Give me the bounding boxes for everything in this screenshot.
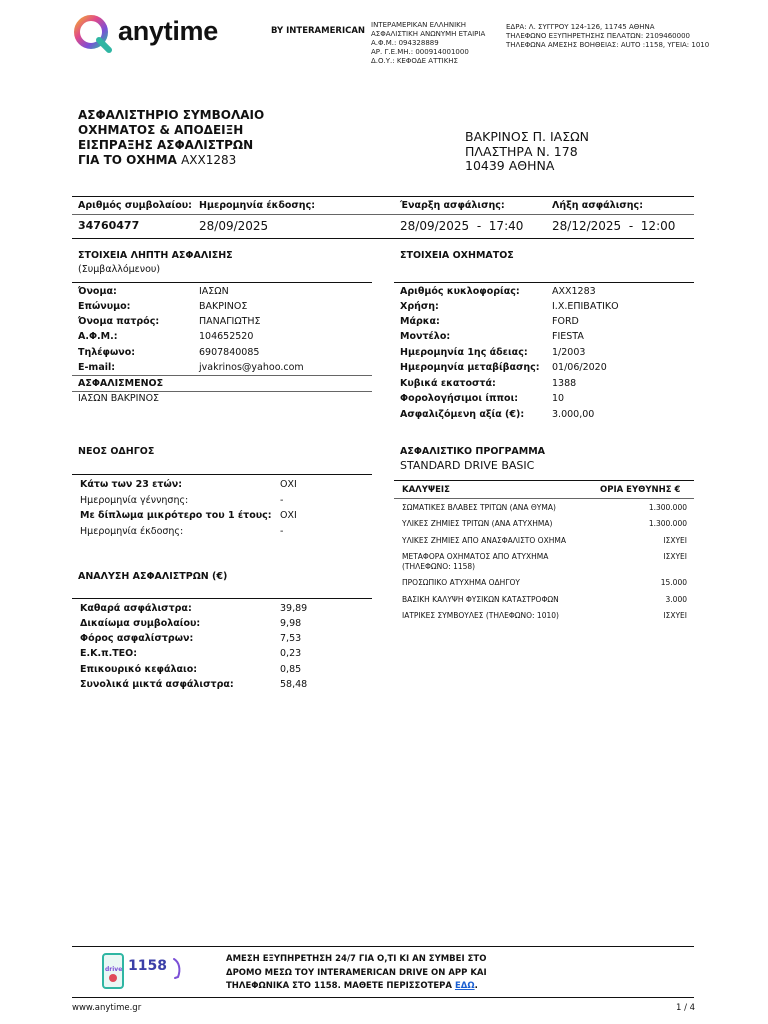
coverage-name-line2: (ΤΗΛΕΦΩΝΟ: 1158) [402, 562, 476, 571]
contact-line: ΤΗΛΕΦΩΝΟ ΕΞΥΠΗΡΕΤΗΣΗΣ ΠΕΛΑΤΩΝ: 2109460000 [506, 32, 690, 40]
contract-number: 34760477 [78, 219, 140, 232]
drive-app-badge [100, 951, 186, 991]
premium-total-value: 58,48 [280, 679, 308, 690]
premium-label: Φόρος ασφαλίστρων: [80, 633, 194, 644]
field-label: Κάτω των 23 ετών: [80, 479, 183, 490]
title-plate: AXX1283 [181, 153, 237, 167]
field-value: 1388 [552, 378, 577, 389]
end-date: 28/12/2025 [552, 219, 622, 233]
program-title: ΑΣΦΑΛΙΣΤΙΚΟ ΠΡΟΓΡΑΜΜΑ [400, 446, 546, 457]
premium-value: 39,89 [280, 603, 308, 614]
field-label: Α.Φ.Μ.: [78, 331, 118, 342]
field-value: ΠΑΝΑΓΙΩΤΗΣ [199, 316, 261, 327]
field-label: Ασφαλιζόμενη αξία (€): [400, 409, 525, 420]
policyholder-title: ΣΤΟΙΧΕΙΑ ΛΗΠΤΗ ΑΣΦΑΛΙΣΗΣ [78, 250, 233, 261]
page-number: 1 / 4 [676, 1003, 696, 1013]
phone-icon [102, 953, 124, 989]
field-label: Ημερομηνία μεταβίβασης: [400, 362, 540, 373]
pin-icon [109, 974, 117, 982]
field-value: Ι.Χ.ΕΠΙΒΑΤΙΚΟ [552, 301, 619, 312]
company-line: ΑΣΦΑΛΙΣΤΙΚΗ ΑΝΩΝΥΜΗ ΕΤΑΙΡΙΑ [371, 30, 486, 38]
company-info [371, 21, 485, 66]
field-value: 01/06/2020 [552, 362, 607, 373]
field-label: Όνομα: [78, 286, 117, 297]
title-line: ΑΣΦΑΛΙΣΤΗΡΙΟ ΣΥΜΒΟΛΑΙΟ [78, 108, 265, 122]
liability-limits-header: ΟΡΙΑ ΕΥΘΥΝΗΣ € [600, 485, 681, 495]
title-line: ΓΙΑ ΤΟ ΟΧΗΜΑ [78, 153, 177, 167]
document-title [78, 108, 264, 168]
field-value: ΟΧΙ [280, 510, 297, 521]
separator: - [476, 219, 482, 233]
contract-number-label: Αριθμός συμβολαίου: [78, 200, 192, 211]
premium-total-label: Συνολικά μικτά ασφάλιστρα: [80, 679, 234, 690]
coverage-name: ΜΕΤΑΦΟΡΑ ΟΧΗΜΑΤΟΣ ΑΠΟ ΑΤΥΧΗΜΑ [402, 552, 549, 561]
company-line: Δ.Ο.Υ.: ΚΕΦΟΔΕ ΑΤΤΙΚΗΣ [371, 57, 458, 65]
insured-label: ΑΣΦΑΛΙΣΜΕΝΟΣ [78, 378, 164, 389]
field-value: 10 [552, 393, 565, 404]
program-name: STANDARD DRIVE BASIC [400, 459, 535, 472]
premium-label: Ε.Κ.π.ΤΕΟ: [80, 648, 138, 659]
field-label: Ημερομηνία γέννησης: [80, 495, 189, 506]
contact-line: ΤΗΛΕΦΩΝΑ ΑΜΕΣΗΣ ΒΟΗΘΕΙΑΣ: AUTO :1158, ΥΓΕΙΑ: 1010 [506, 41, 710, 49]
learn-more-link[interactable]: ΕΔΩ [454, 981, 475, 991]
title-line: ΟΧΗΜΑΤΟΣ & ΑΠΟΔΕΙΞΗ [78, 123, 244, 137]
field-label: Ημερομηνία έκδοσης: [80, 526, 184, 537]
premium-value: 7,53 [280, 633, 302, 644]
field-value: 6907840085 [199, 347, 260, 358]
coverage-name: ΠΡΟΣΩΠΙΚΟ ΑΤΥΧΗΜΑ ΟΔΗΓΟΥ [402, 578, 520, 587]
field-value: ΙΑΣΩΝ [199, 286, 229, 297]
coverage-name: ΣΩΜΑΤΙΚΕΣ ΒΛΑΒΕΣ ΤΡΙΤΩΝ (ΑΝΑ ΘΥΜΑ) [402, 503, 556, 512]
start-datetime [400, 219, 523, 233]
premium-label: Καθαρά ασφάλιστρα: [80, 603, 192, 614]
contact-line: ΕΔΡΑ: Λ. ΣΥΓΓΡΟΥ 124-126, 11745 ΑΘΗΝΑ [506, 23, 655, 31]
premiums-title: ΑΝΑΛΥΣΗ ΑΣΦΑΛΙΣΤΡΩΝ (€) [78, 571, 228, 582]
coverage-limit: 3.000 [665, 595, 687, 604]
coverage-limit: ΙΣΧΥΕΙ [663, 536, 687, 545]
recipient-address [465, 130, 589, 174]
field-value: ΒΑΚΡΙΝΟΣ [199, 301, 248, 312]
field-label: Ημερομηνία 1ης άδειας: [400, 347, 528, 358]
field-value: 3.000,00 [552, 409, 595, 420]
issue-date: 28/09/2025 [199, 219, 269, 233]
field-label: Αριθμός κυκλοφορίας: [400, 286, 520, 297]
field-label: Κυβικά εκατοστά: [400, 378, 496, 389]
field-label: Μάρκα: [400, 316, 440, 327]
field-value: 104652520 [199, 331, 254, 342]
coverage-limit: 15.000 [660, 578, 687, 587]
field-value: FIESTA [552, 331, 584, 342]
insured-name: ΙΑΣΩΝ ΒΑΚΡΙΝΟΣ [78, 393, 160, 404]
premium-value: 9,98 [280, 618, 302, 629]
coverage-name: ΙΑΤΡΙΚΕΣ ΣΥΜΒΟΥΛΕΣ (ΤΗΛΕΦΩΝΟ: 1010) [402, 611, 559, 620]
end-date-label: Λήξη ασφάλισης: [552, 200, 643, 211]
coverage-limit: ΙΣΧΥΕΙ [663, 552, 687, 561]
address-line: ΠΛΑΣΤΗΡΑ Ν. 178 [465, 143, 578, 159]
field-value: - [280, 495, 284, 506]
new-driver-title: ΝΕΟΣ ΟΔΗΓΟΣ [78, 446, 155, 457]
by-interamerican: BY INTERAMERICAN [271, 26, 366, 36]
premium-label: Επικουρικό κεφάλαιο: [80, 664, 198, 675]
field-label: Επώνυμο: [78, 301, 131, 312]
coverage-name: ΥΛΙΚΕΣ ΖΗΜΙΕΣ ΑΠΟ ΑΝΑΣΦΑΛΙΣΤΟ ΟΧΗΜΑ [402, 536, 566, 545]
banner-line: ΔΡΟΜΟ ΜΕΣΩ ΤΟΥ INTERAMERICAN DRIVE ON APP ΚΑΙ [226, 967, 487, 978]
vehicle-title: ΣΤΟΙΧΕΙΑ ΟΧΗΜΑΤΟΣ [400, 250, 514, 261]
website-link[interactable]: www.anytime.gr [72, 1003, 142, 1013]
banner-line: ΑΜΕΣΗ ΕΞΥΠΗΡΕΤΗΣΗ 24/7 ΓΙΑ Ο,ΤΙ ΚΙ ΑΝ ΣΥΜΒΕΙ ΣΤΟ [226, 954, 487, 964]
field-label: Με δίπλωμα μικρότερο του 1 έτους: [80, 510, 272, 521]
start-date-label: Έναρξη ασφάλισης: [400, 200, 505, 211]
issue-date-label: Ημερομηνία έκδοσης: [199, 200, 315, 211]
field-label: E-mail: [78, 362, 116, 373]
policyholder-subtitle: (Συμβαλλόμενου) [78, 264, 161, 275]
company-line: ΑΡ. Γ.Ε.ΜΗ.: 000914001000 [371, 48, 469, 56]
anytime-logo-icon [72, 12, 114, 54]
brand-name: anytime [118, 16, 218, 46]
end-time: 12:00 [640, 219, 676, 233]
start-date: 28/09/2025 [400, 219, 470, 233]
field-label: Μοντέλο: [400, 331, 451, 342]
drive-app-label: drive [105, 966, 123, 973]
coverages-header: ΚΑΛΥΨΕΙΣ [402, 485, 450, 495]
coverage-name: ΥΛΙΚΕΣ ΖΗΜΙΕΣ ΤΡΙΤΩΝ (ΑΝΑ ΑΤΥΧΗΜΑ) [402, 519, 553, 528]
banner-number: 1158 [128, 958, 167, 974]
email-value: jvakrinos@yahoo.com [199, 362, 304, 373]
coverage-name: ΒΑΣΙΚΗ ΚΑΛΥΨΗ ΦΥΣΙΚΩΝ ΚΑΤΑΣΤΡΟΦΩΝ [402, 595, 559, 604]
address-line: 10439 ΑΘΗΝΑ [465, 158, 555, 173]
title-line: ΕΙΣΠΡΑΞΗΣ ΑΣΦΑΛΙΣΤΡΩΝ [78, 138, 254, 152]
address-line: ΒΑΚΡΙΝΟΣ Π. ΙΑΣΩΝ [465, 129, 589, 144]
field-value: 1/2003 [552, 347, 586, 358]
coverage-limit: ΙΣΧΥΕΙ [663, 611, 687, 620]
company-line: Α.Φ.Μ.: 094328889 [371, 39, 439, 47]
field-label: Όνομα πατρός: [78, 316, 160, 327]
premium-value: 0,85 [280, 664, 302, 675]
field-label: Φορολογήσιμοι ίπποι: [400, 393, 519, 404]
handset-icon [170, 957, 184, 981]
contact-info [506, 23, 709, 50]
field-value: FORD [552, 316, 579, 327]
separator: - [628, 219, 634, 233]
company-line: ΙΝΤΕΡΑΜΕΡΙΚΑΝ ΕΛΛΗΝΙΚΗ [371, 21, 467, 29]
banner-line: ΤΗΛΕΦΩΝΙΚΑ ΣΤΟ 1158. ΜΑΘΕΤΕ ΠΕΡΙΣΣΟΤΕΡΑ [226, 981, 452, 991]
premium-value: 0,23 [280, 648, 302, 659]
premium-label: Δικαίωμα συμβολαίου: [80, 618, 201, 629]
field-value: - [280, 526, 284, 537]
coverage-limit: 1.300.000 [648, 519, 687, 528]
anytime-logo [72, 12, 242, 54]
field-value: AXX1283 [552, 286, 596, 297]
start-time: 17:40 [488, 219, 524, 233]
coverage-limit: 1.300.000 [648, 503, 687, 512]
field-value: ΟΧΙ [280, 479, 297, 490]
end-datetime [552, 219, 675, 233]
banner-text: ΑΜΕΣΗ ΕΞΥΠΗΡΕΤΗΣΗ 24/7 ΓΙΑ Ο,ΤΙ ΚΙ ΑΝ ΣΥΜΒΕΙ ΣΤΟ ΔΡΟΜΟ ΜΕΣΩ ΤΟΥ INTERAMERICAN DRIVE ON APP ΚΑΙ ΤΗΛΕΦΩΝΙΚΑ ΣΤΟ 1158. ΜΑΘΕΤΕ ΠΕΡΙΣΣΟΤΕΡΑ ΕΔΩ. [226, 954, 487, 991]
field-label: Χρήση: [400, 301, 439, 312]
field-label: Τηλέφωνο: [78, 347, 136, 358]
